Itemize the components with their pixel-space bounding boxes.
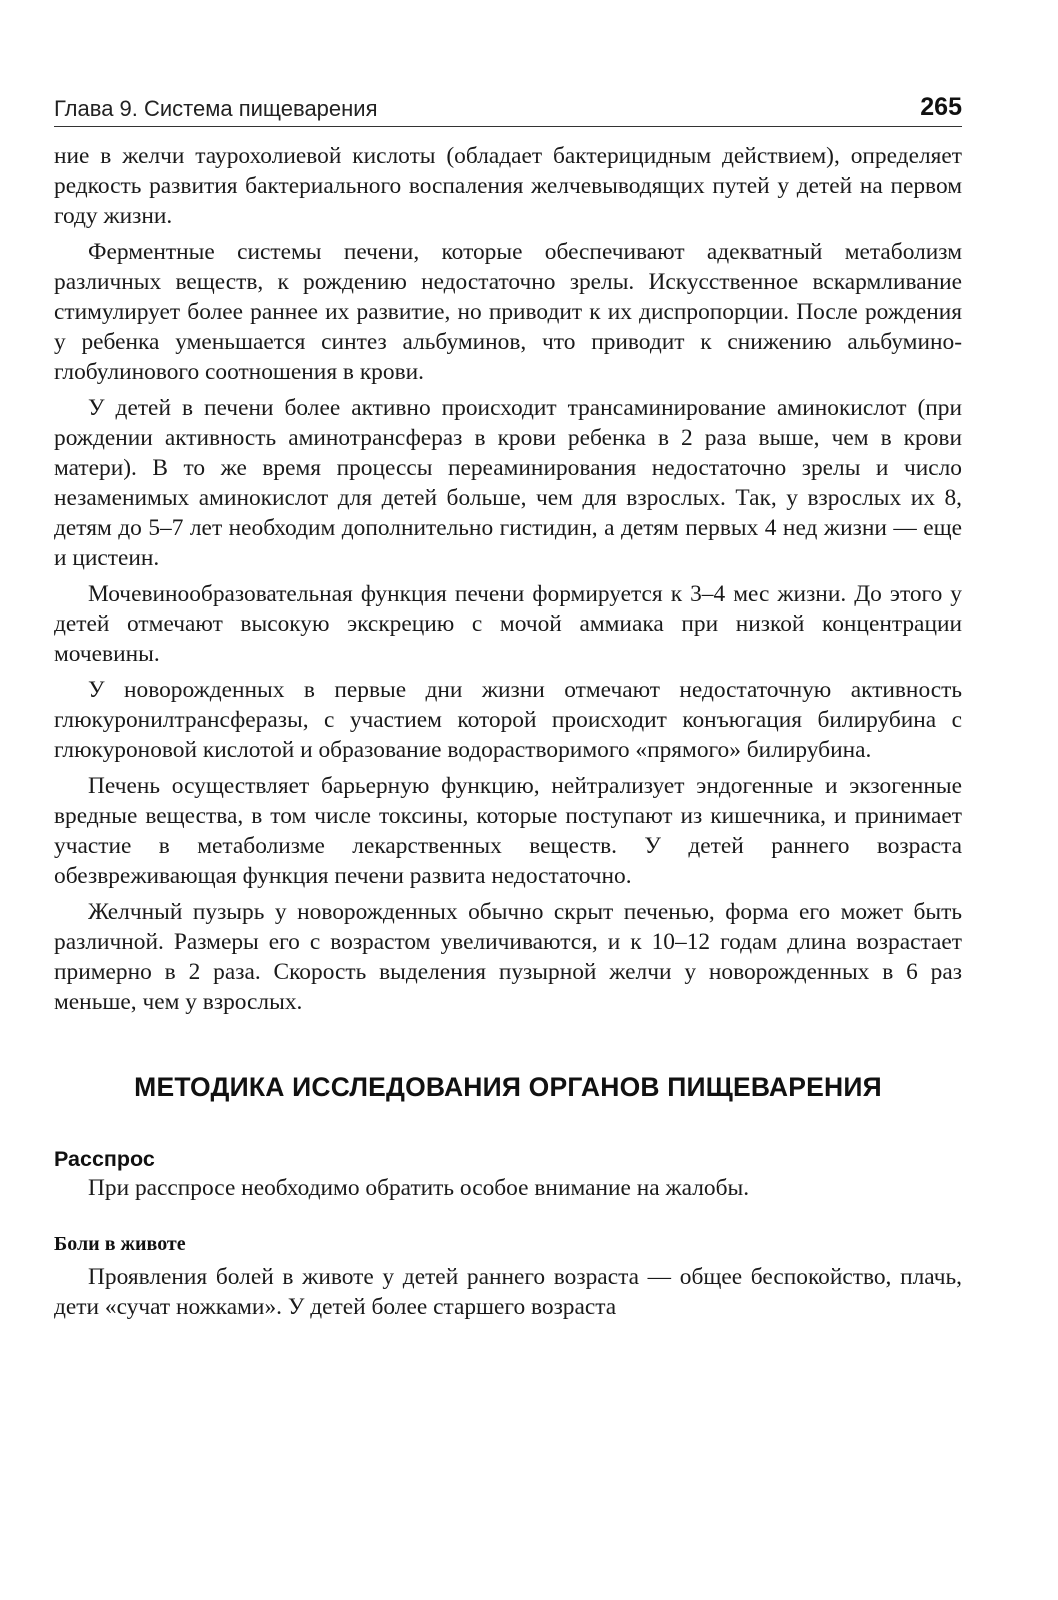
- book-page: [54, 88, 962, 1328]
- paragraph-continued: ние в желчи таурохолиевой кислоты (обладает бактерицидным действием), определяет редкость развития бактериального воспаления желчевыводящих путей у детей на первом году жизни.: [54, 143, 962, 229]
- paragraph: Ферментные системы печени, которые обеспечивают адекватный метаболизм различных веществ, к рождению недостаточно зрелы. Искусственное вскармливание стимулирует более раннее их развитие, но приводит к их диспропорции. После рождения у ребенка уменьшается синтез альбуминов, что приводит к снижению альбумино-глобулинового соотношения в крови.: [54, 239, 962, 385]
- paragraph: Желчный пузырь у новорожденных обычно скрыт печенью, форма его может быть различной. Размеры его с возрастом увеличиваются, и к 10–12 годам длина возрастает примерно в 2 раза. Скорость выделения пузырной желчи у новорожденных в 6 раз меньше, чем у взрослых.: [54, 899, 962, 1015]
- body-text: [54, 141, 962, 1322]
- subheading: Расспрос: [54, 1147, 155, 1171]
- paragraph: Печень осуществляет барьерную функцию, нейтрализует эндогенные и экзогенные вредные вещества, в том числе токсины, которые поступают из кишечника, и принимает участие в метаболизме лекарственных веществ. У детей раннего возраста обезвреживающая функция печени развита недостаточно.: [54, 773, 962, 889]
- paragraph: Проявления болей в животе у детей раннего возраста — общее беспокойство, плачь, дети «сучат ножками». У детей более старшего возраста: [54, 1264, 962, 1320]
- chapter-title: Глава 9. Система пищеварения: [54, 96, 378, 121]
- paragraph: При расспросе необходимо обратить особое внимание на жалобы.: [88, 1175, 750, 1201]
- paragraph: Мочевинообразовательная функция печени формируется к 3–4 мес жизни. До этого у детей отмечают высокую экскрецию с мочой аммиака при низкой концентрации мочевины.: [54, 581, 962, 667]
- running-header: [54, 88, 962, 127]
- paragraph: У новорожденных в первые дни жизни отмечают недостаточную активность глюкуронилтрансферазы, с участием которой происходит конъюгация билирубина с глюкуроновой кислотой и образование водорастворимого «прямого» билирубина.: [54, 677, 962, 763]
- section-heading: МЕТОДИКА ИССЛЕДОВАНИЯ ОРГАНОВ ПИЩЕВАРЕНИЯ: [134, 1072, 882, 1102]
- page-number: 265: [920, 93, 962, 121]
- subsubheading: Боли в животе: [54, 1233, 186, 1255]
- paragraph: У детей в печени более активно происходит трансаминирование аминокислот (при рождении активность аминотрансфераз в крови ребенка в 2 раза выше, чем в крови матери). В то же время процессы переаминирования недостаточно зрелы и число незаменимых аминокислот для детей больше, чем для взрослых. Так, у взрослых их 8, детям до 5–7 лет необходим дополнительно гистидин, а детям первых 4 нед жизни — еще и цистеин.: [54, 395, 962, 571]
